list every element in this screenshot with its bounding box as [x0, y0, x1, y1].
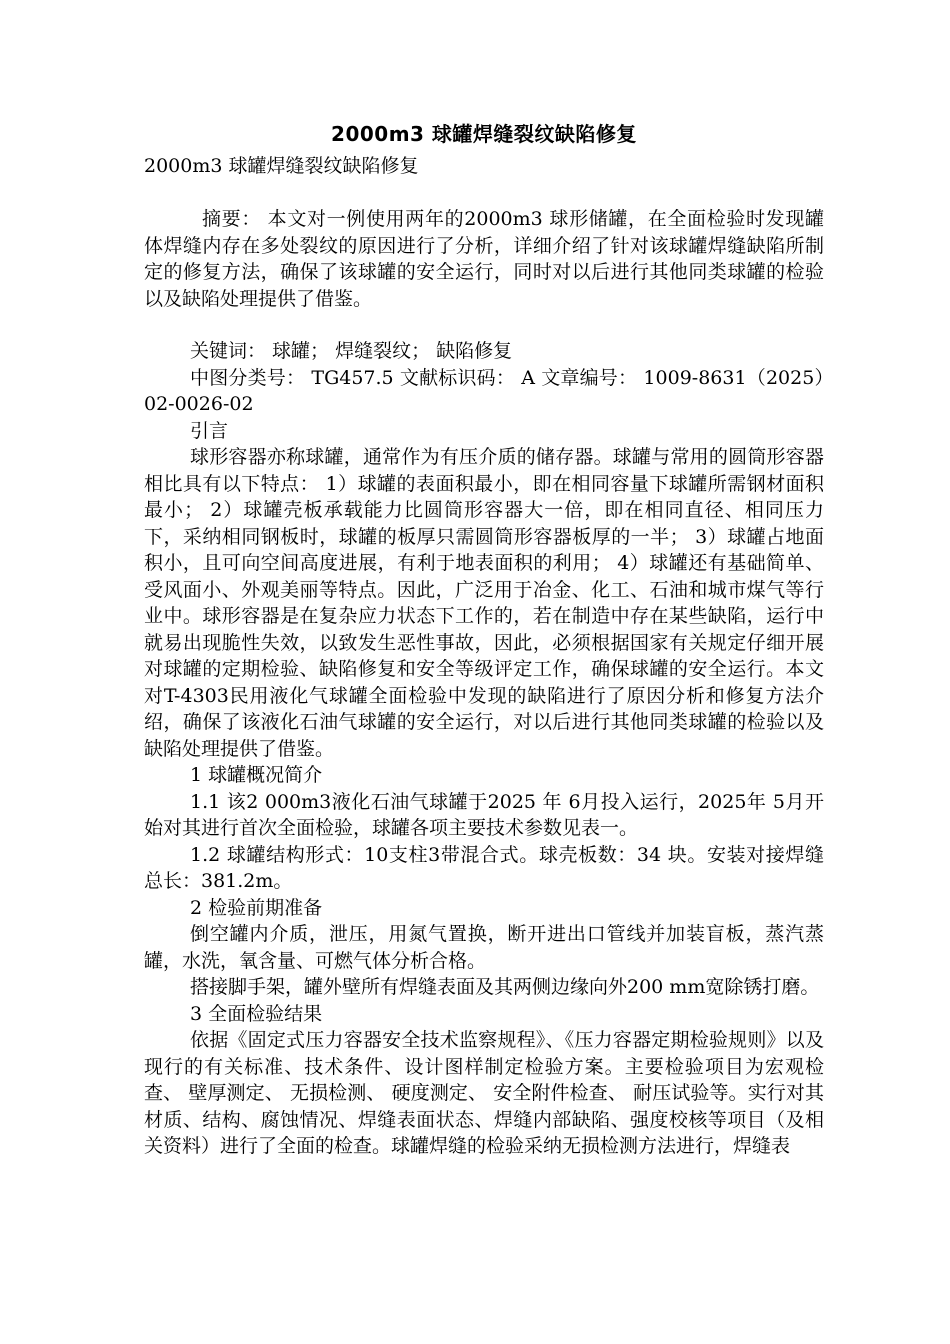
document-title: 2000m3 球罐焊缝裂纹缺陷修复 [331, 122, 637, 146]
section-1-paragraph-2: 1.2 球罐结构形式：10支柱3带混合式。球壳板数：34 块。安装对接焊缝总长：381.2m。 [144, 843, 824, 892]
section-1-heading: 1 球罐概况简介 [190, 764, 323, 786]
classification-line: 中图分类号： TG457.5 文献标识码： A 文章编号： 1009-8631（2025）02-0026-02 [144, 366, 824, 415]
section-1-paragraph-1: 1.1 该2 000m3液化石油气球罐于2025 年 6月投入运行，2025年 5月开始对其进行首次全面检验，球罐各项主要技术参数见表一。 [144, 790, 824, 839]
abstract-paragraph: 摘要： 本文对一例使用两年的2000m3 球形储罐，在全面检验时发现罐体焊缝内存在多处裂纹的原因进行了分析，详细介绍了针对该球罐焊缝缺陷所制定的修复方法，确保了该球罐的安全运行，同时对以后进行其他同类球罐的检验以及缺陷处理提供了借鉴。 [144, 208, 824, 310]
section-3-paragraph-1: 依据《固定式压力容器安全技术监察规程》、《压力容器定期检验规则》以及现行的有关标准、技术条件、设计图样制定检验方案。主要检验项目为宏观检查、 壁厚测定、 无损检测、 硬度测定、 安全附件检查、 耐压试验等。实行对其材质、结构、腐蚀情况、焊缝表面状态、焊缝内部缺陷、强度校核等项目（及相关资料）进行了全面的检查。球罐焊缝的检验采纳无损检测方法进行，焊缝表 [144, 1029, 824, 1157]
document-page [144, 118, 824, 1160]
section-2-heading: 2 检验前期准备 [190, 896, 323, 919]
section-2-paragraph-2: 搭接脚手架，罐外壁所有焊缝表面及其两侧边缘向外200 mm宽除锈打磨。 [190, 976, 820, 998]
document-subtitle: 2000m3 球罐焊缝裂纹缺陷修复 [144, 155, 419, 177]
intro-paragraph: 球形容器亦称球罐，通常作为有压介质的储存器。球罐与常用的圆筒形容器相比具有以下特点： 1）球罐的表面积最小，即在相同容量下球罐所需钢材面积最小； 2）球罐壳板承载能力比圆筒形容器大一倍，即在相同直径、相同压力下，采纳相同钢板时，球罐的板厚只需圆筒形容器板厚的一半； 3）球罐占地面积小，且可向空间高度进展，有利于地表面积的利用； 4）球罐还有基础简单、受风面小、外观美丽等特点。因此，广泛用于冶金、化工、石油和城市煤气等行业中。球形容器是在复杂应力状态下工作的，若在制造中存在某些缺陷，运行中就易出现脆性失效，以致发生恶性事故，因此，必须根据国家有关规定仔细开展对球罐的定期检验、缺陷修复和安全等级评定工作，确保球罐的安全运行。本文对T-4303民用液化气球罐全面检验中发现的缺陷进行了原因分析和修复方法介绍，确保了该液化石油气球罐的安全运行，对以后进行其他同类球罐的检验以及缺陷处理提供了借鉴。 [144, 446, 824, 760]
intro-heading: 引言 [190, 419, 229, 442]
section-3-heading: 3 全面检验结果 [190, 1002, 323, 1025]
section-2-paragraph-1: 倒空罐内介质，泄压，用氮气置换，断开进出口管线并加装盲板，蒸汽蒸罐，水洗，氧含量、可燃气体分析合格。 [144, 923, 824, 972]
keywords-line: 关键词： 球罐； 焊缝裂纹； 缺陷修复 [190, 340, 513, 362]
